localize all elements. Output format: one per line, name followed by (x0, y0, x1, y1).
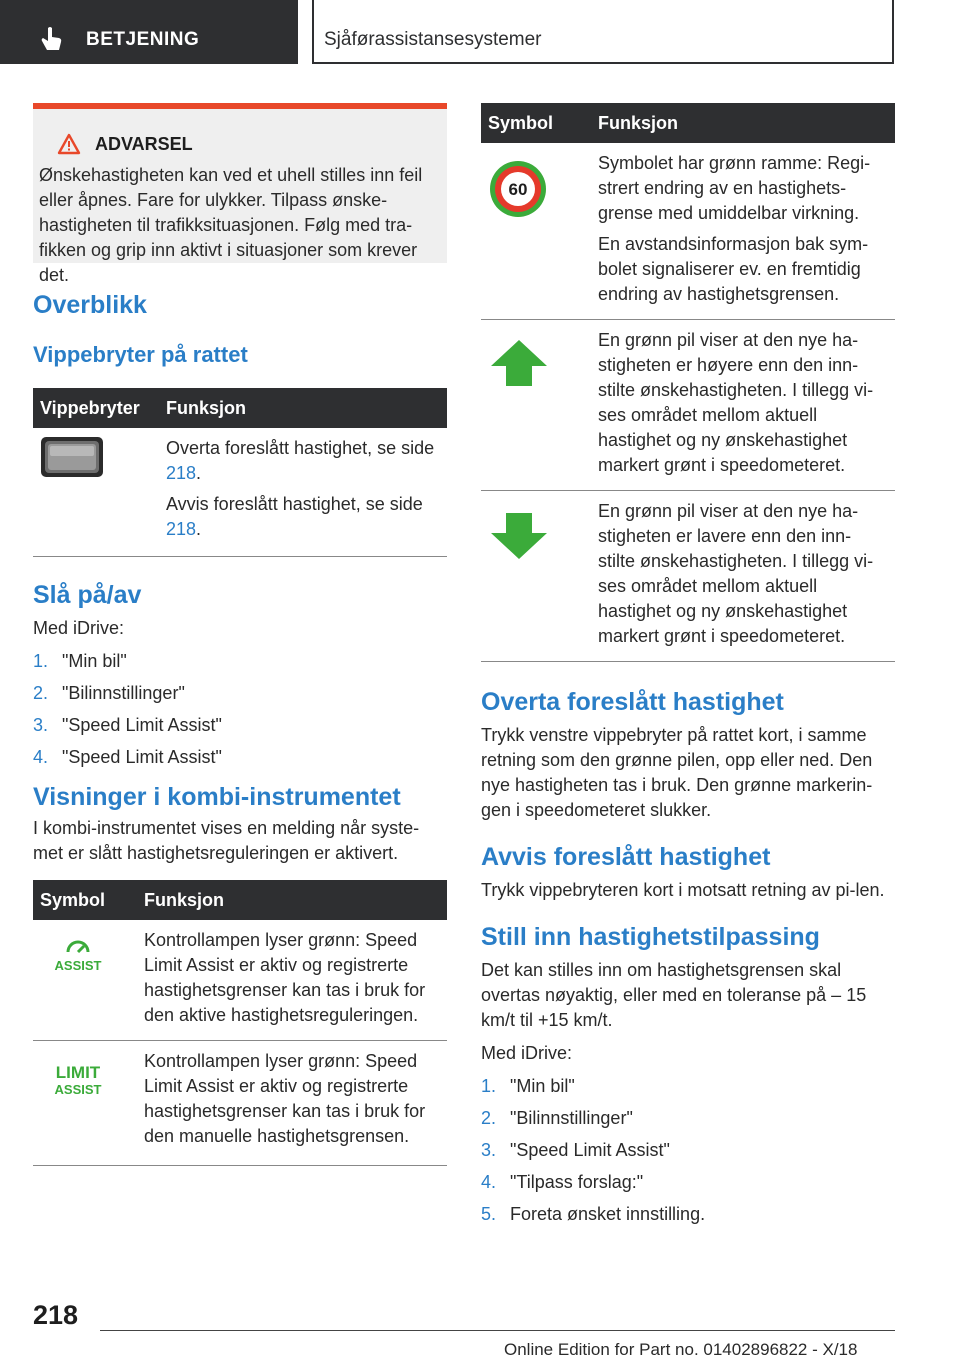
reject-heading: Avvis foreslått hastighet (481, 843, 771, 871)
svg-text:LIMIT: LIMIT (55, 1063, 101, 1082)
list-item (481, 1102, 895, 1134)
step-text: "Bilinnstillinger" (62, 683, 185, 703)
step-text: "Speed Limit Assist" (510, 1140, 670, 1160)
list-item (33, 741, 447, 773)
rocker-switch-icon (40, 436, 104, 478)
speed-limit-sign-icon (488, 159, 548, 219)
symbol-function-text: En avstandsinformasjon bak sym-bolet signaliserer ev. en fremtidig endring av hastighetsgrensen. (598, 234, 869, 304)
svg-text:ASSIST: ASSIST (54, 958, 102, 973)
list-item (33, 677, 447, 709)
step-text: Foreta ønsket innstilling. (510, 1204, 706, 1224)
green-arrow-up-icon (488, 338, 550, 388)
list-item (481, 1070, 895, 1102)
warning-box (33, 103, 447, 285)
table-header-row (33, 880, 447, 920)
symbol-function-text: En grønn pil viser at den nye ha-stigheten er lavere enn den inn-stilte ønskehastigheten. I tillegg vi-ses området mellom aktuell hastighet og ny ønskehastighet markert grønt i speedometeret. (598, 501, 874, 646)
indicator-table (33, 880, 447, 1166)
symbol-function-text: Symbolet har grønn ramme: Regi-strert endring av en hastighets-grense med umiddelbar virkning. (598, 153, 871, 223)
step-text: "Min bil" (510, 1076, 575, 1096)
edition-note: Online Edition for Part no. 01402896822 - X/18 (504, 1340, 858, 1359)
rocker-subheading: Vippebryter på rattet (33, 342, 248, 367)
page-header (0, 0, 960, 66)
onoff-intro: Med iDrive: (33, 618, 125, 638)
table-header-cell: Funksjon (159, 388, 447, 428)
chapter-title-box (312, 0, 894, 64)
step-number: 4. (33, 747, 49, 767)
onoff-steps (33, 645, 447, 773)
rocker-table (33, 388, 447, 557)
limit-assist-indicator-icon (40, 1061, 116, 1099)
symbol-table (481, 103, 895, 662)
table-header-cell: Funksjon (591, 103, 895, 143)
green-arrow-down-icon (488, 511, 550, 561)
step-number: 3. (33, 715, 49, 735)
adopt-heading: Overta foreslått hastighet (481, 688, 784, 716)
section-tab-label: BETJENING (86, 29, 200, 50)
step-number: 1. (33, 651, 49, 671)
step-number: 2. (33, 683, 49, 703)
indicator-function-text: Kontrollampen lyser grønn: Speed Limit Assist er aktiv og registrerte hastighetsgrenser kan tas i bruk for den aktive hastighetsreguleringen. (137, 920, 447, 1041)
rocker-function-line1: Overta foreslått hastighet, se side 218. (166, 438, 435, 483)
page-link[interactable]: 218 (166, 463, 197, 483)
page-link[interactable]: 218 (166, 519, 197, 539)
step-number: 1. (481, 1076, 497, 1096)
reject-text: Trykk vippebryteren kort i motsatt retning av pi-len. (481, 880, 885, 900)
onoff-heading: Slå på/av (33, 581, 142, 609)
svg-text:ASSIST: ASSIST (54, 1082, 102, 1097)
table-header-cell: Symbol (33, 880, 137, 920)
step-number: 3. (481, 1140, 497, 1160)
displays-heading: Visninger i kombi-instrumentet (33, 783, 401, 811)
list-item (33, 645, 447, 677)
table-header-cell: Symbol (481, 103, 591, 143)
left-column (33, 103, 447, 1166)
step-text: "Min bil" (62, 651, 127, 671)
step-number: 4. (481, 1172, 497, 1192)
warning-triangle-icon (57, 133, 81, 155)
displays-intro: I kombi-instrumentet vises en melding når syste-met er slått hastighetsreguleringen er aktivert. (33, 818, 420, 863)
warning-title: ADVARSEL (95, 133, 193, 154)
warning-text: Ønskehastigheten kan ved et uhell stilles inn feil eller åpnes. Fare for ulykker. Tilpass ønske-hastigheten til trafikksituasjonen. Følg med tra-fikken og grip inn aktivt i situasjoner som krever det. (39, 165, 423, 285)
table-row (33, 428, 447, 557)
table-row (481, 320, 895, 491)
step-text: "Speed Limit Assist" (62, 715, 222, 735)
table-row (33, 1041, 447, 1166)
list-item (481, 1166, 895, 1198)
section-tab (0, 0, 298, 64)
list-item (33, 709, 447, 741)
page-number: 218 (33, 1300, 79, 1330)
indicator-function-text: Kontrollampen lyser grønn: Speed Limit Assist er aktiv og registrerte hastighetsgrenser kan tas i bruk for den manuelle hastighetsgrensen. (137, 1041, 447, 1166)
chapter-title: Sjåførassistansesystemer (324, 29, 542, 50)
right-column (481, 103, 895, 1230)
table-header-cell: Funksjon (137, 880, 447, 920)
svg-text:60: 60 (508, 180, 528, 199)
adjust-heading: Still inn hastighetstilpassing (481, 923, 820, 951)
table-row (33, 920, 447, 1041)
footer-divider (100, 1330, 895, 1331)
symbol-function-text: En grønn pil viser at den nye ha-stigheten er høyere enn den inn-stilte ønskehastigheten. I tillegg vi-ses området mellom aktuell hastighet og ny ønskehastighet markert grønt i speedometeret. (598, 330, 874, 475)
adopt-text: Trykk venstre vippebryter på rattet kort, i samme retning som den grønne pilen, opp eller ned. Den nye hastigheten tas i bruk. Den grønne markerin-gen i speedometeret slukker. (481, 725, 873, 820)
warning-title-row (39, 133, 437, 155)
table-header-cell: Vippebryter (33, 388, 159, 428)
adjust-intro: Med iDrive: (481, 1043, 573, 1063)
adjust-text: Det kan stilles inn om hastighetsgrensen skal overtas nøyaktig, eller med en toleranse på – 15 km/t til +15 km/t. (481, 960, 867, 1030)
table-row (481, 491, 895, 662)
table-header-row (33, 388, 447, 428)
step-number: 5. (481, 1204, 497, 1224)
hand-pointer-icon (40, 26, 64, 57)
overview-heading: Overblikk (33, 291, 147, 319)
step-number: 2. (481, 1108, 497, 1128)
adjust-steps (481, 1070, 895, 1230)
table-row (481, 143, 895, 320)
step-text: "Bilinnstillinger" (510, 1108, 633, 1128)
list-item (481, 1134, 895, 1166)
assist-indicator-icon (40, 938, 116, 974)
list-item (481, 1198, 895, 1230)
table-header-row (481, 103, 895, 143)
step-text: "Tilpass forslag:" (510, 1172, 644, 1192)
step-text: "Speed Limit Assist" (62, 747, 222, 767)
rocker-function-line2: Avvis foreslått hastighet, se side 218. (166, 494, 423, 539)
